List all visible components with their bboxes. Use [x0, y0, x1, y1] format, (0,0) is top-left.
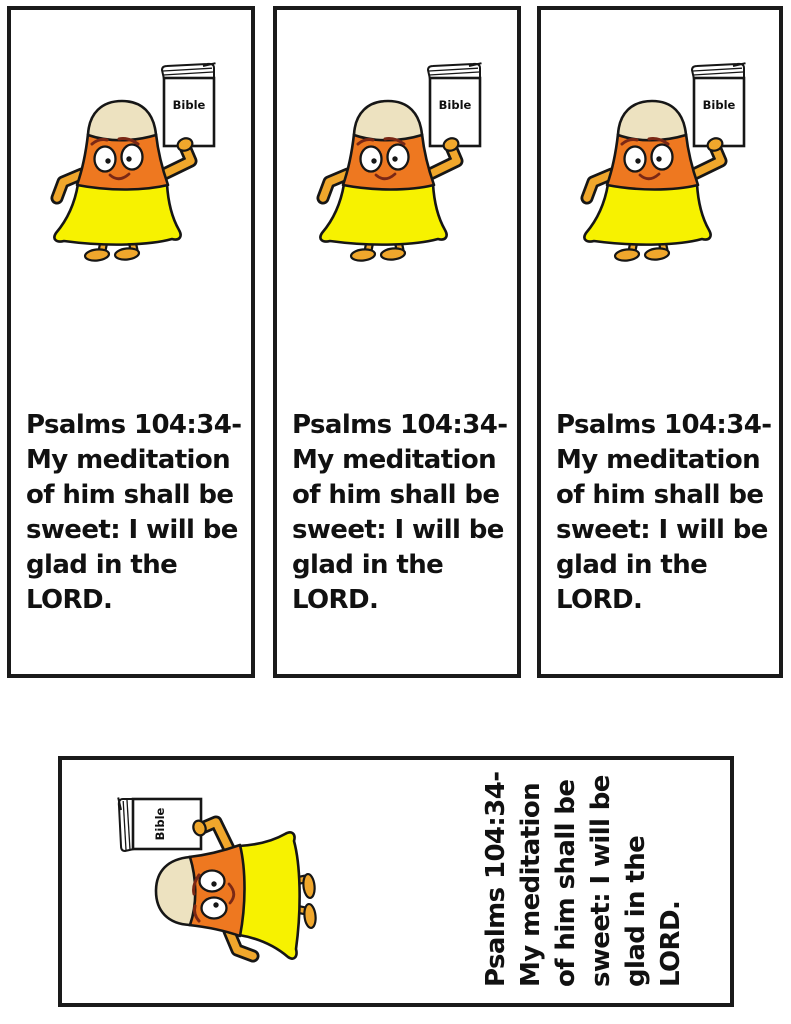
- verse-line-5: glad in the: [556, 550, 708, 580]
- verse-text: [26, 408, 252, 618]
- candy-corn-character-illustration: [578, 62, 748, 262]
- verse-line-4: sweet: I will be: [292, 515, 504, 545]
- verse-line-2: My meditation: [556, 445, 761, 475]
- verse-line-6: LORD.: [292, 585, 379, 615]
- verse-line-5: glad in the: [621, 835, 651, 987]
- bookmark-vertical-1: [7, 6, 255, 678]
- verse-text: [292, 408, 518, 618]
- verse-line-3: of him shall be: [551, 779, 581, 987]
- bookmark-vertical-2: [273, 6, 521, 678]
- candy-corn-character-illustration: [48, 62, 218, 262]
- verse-line-6: LORD.: [656, 900, 686, 987]
- candy-corn-character-illustration: [314, 62, 484, 262]
- verse-line-4: sweet: I will be: [556, 515, 768, 545]
- verse-line-1: Psalms 104:34-: [481, 771, 511, 987]
- verse-line-1: Psalms 104:34-: [26, 410, 242, 440]
- verse-line-2: My meditation: [516, 782, 546, 987]
- verse-line-3: of him shall be: [292, 480, 500, 510]
- verse-line-3: of him shall be: [556, 480, 764, 510]
- verse-line-1: Psalms 104:34-: [292, 410, 508, 440]
- verse-line-3: of him shall be: [26, 480, 234, 510]
- verse-text: [556, 408, 782, 618]
- verse-text-rotated: [479, 767, 689, 987]
- verse-line-4: sweet: I will be: [586, 775, 616, 987]
- verse-line-1: Psalms 104:34-: [556, 410, 772, 440]
- verse-line-2: My meditation: [26, 445, 231, 475]
- bookmark-vertical-3: [537, 6, 783, 678]
- verse-line-5: glad in the: [26, 550, 178, 580]
- candy-corn-character-illustration-rotated: [117, 795, 317, 965]
- verse-line-4: sweet: I will be: [26, 515, 238, 545]
- verse-line-2: My meditation: [292, 445, 497, 475]
- verse-line-6: LORD.: [556, 585, 643, 615]
- verse-line-6: LORD.: [26, 585, 113, 615]
- verse-line-5: glad in the: [292, 550, 444, 580]
- bookmark-horizontal: [58, 756, 734, 1007]
